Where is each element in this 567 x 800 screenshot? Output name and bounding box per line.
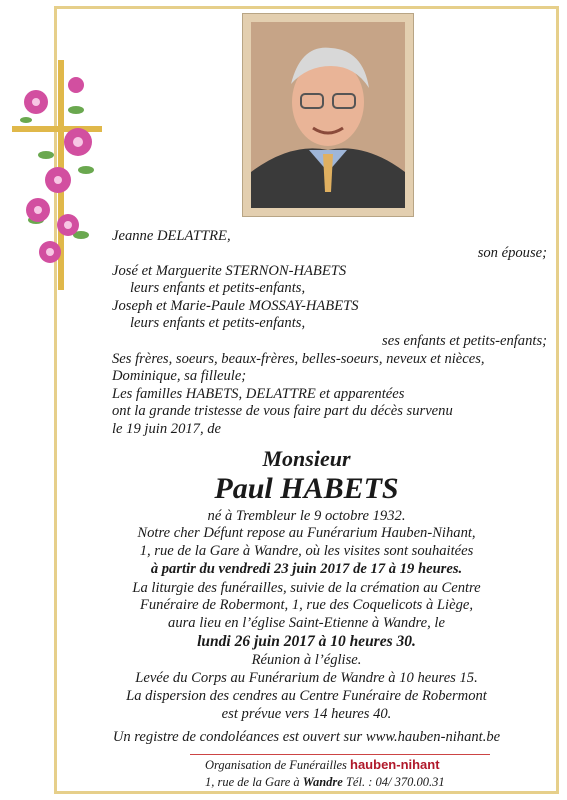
after-line-1: Réunion à l’église. bbox=[251, 652, 362, 668]
detail-rest: Notre cher Défunt repose au Funérarium Hauben-Nihant, bbox=[137, 525, 476, 541]
after-line-2: Levée du Corps au Funérarium de Wandre à 10 heures 15. bbox=[135, 670, 478, 686]
footer-phone: Tél. : 04/ 370.00.31 bbox=[345, 775, 445, 789]
footer-org-label: Organisation de Funérailles bbox=[205, 758, 347, 772]
footer-org bbox=[205, 757, 440, 773]
children-role: ses enfants et petits-enfants; bbox=[382, 333, 547, 349]
portrait-photo bbox=[251, 22, 405, 208]
cross-horizontal bbox=[12, 126, 102, 132]
family-line-5: le 19 juin 2017, de bbox=[112, 421, 222, 437]
after-line-4: est prévue vers 14 heures 40. bbox=[221, 706, 392, 722]
brand-logo: hauben-nihant bbox=[350, 757, 440, 772]
after-line-3: La dispersion des cendres au Centre Funéraire de Robermont bbox=[126, 688, 487, 704]
spouse-name: Jeanne DELATTRE, bbox=[112, 228, 231, 244]
child-line-2: leurs enfants et petits-enfants, bbox=[130, 280, 306, 296]
portrait-photo-frame bbox=[242, 13, 414, 217]
detail-address: 1, rue de la Gare à Wandre, où les visites sont souhaitées bbox=[139, 543, 474, 559]
ceremony-line-2: Funéraire de Robermont, 1, rue des Coquelicots à Liège, bbox=[139, 597, 474, 613]
deceased-name: Paul HABETS bbox=[214, 472, 399, 505]
ceremony-date: lundi 26 juin 2017 à 10 heures 30. bbox=[197, 633, 416, 650]
spouse-role: son épouse; bbox=[477, 245, 547, 261]
deceased-title: Monsieur bbox=[262, 446, 351, 471]
child-line-4: leurs enfants et petits-enfants, bbox=[130, 315, 306, 331]
family-line-2: Dominique, sa filleule; bbox=[112, 368, 247, 384]
footer-divider bbox=[190, 754, 490, 755]
family-line-4: ont la grande tristesse de vous faire part du décès survenu bbox=[112, 403, 453, 419]
footer-address-prefix: 1, rue de la Gare à bbox=[205, 775, 300, 789]
ceremony-line-1: La liturgie des funérailles, suivie de la crémation au Centre bbox=[132, 580, 481, 596]
detail-birth: né à Trembleur le 9 octobre 1932. bbox=[207, 508, 406, 524]
ceremony-line-3: aura lieu en l’église Saint-Etienne à Wandre, le bbox=[168, 615, 445, 631]
child-line-1: José et Marguerite STERNON-HABETS bbox=[112, 263, 347, 279]
child-line-3: Joseph et Marie-Paule MOSSAY-HABETS bbox=[112, 298, 359, 314]
cross-flowers-decoration bbox=[6, 60, 106, 300]
condolences-register: Un registre de condoléances est ouvert sur www.hauben-nihant.be bbox=[112, 729, 501, 745]
visit-hours: à partir du vendredi 23 juin 2017 de 17 à 19 heures. bbox=[150, 561, 463, 577]
footer-address bbox=[205, 775, 445, 790]
footer-address-town: Wandre bbox=[302, 775, 343, 789]
family-line-1: Ses frères, soeurs, beaux-frères, belles-soeurs, neveux et nièces, bbox=[112, 351, 485, 367]
family-line-3: Les familles HABETS, DELATTRE et apparentées bbox=[112, 386, 405, 402]
